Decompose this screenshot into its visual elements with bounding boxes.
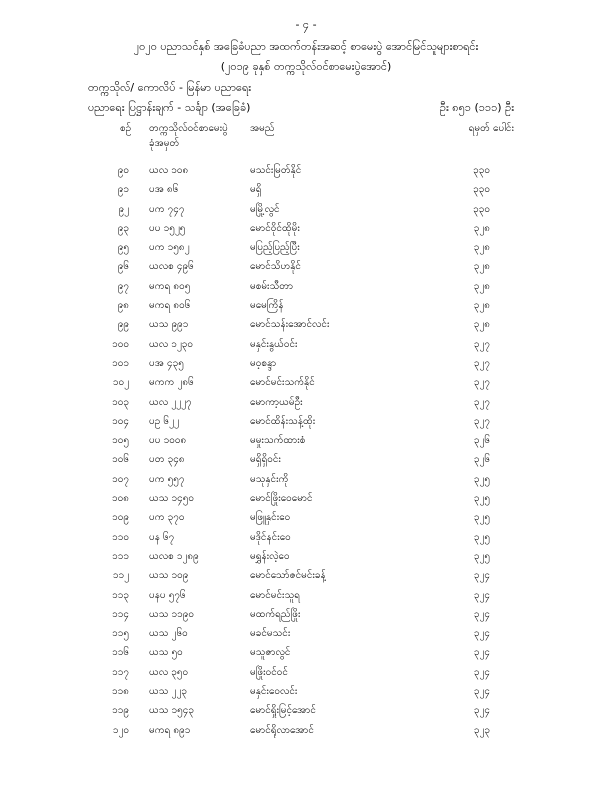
marks-value: ၃၂၈ bbox=[473, 242, 490, 254]
student-name: မမှုးသက်ထားစံ bbox=[250, 435, 306, 447]
marks-value: ၃၂၄ bbox=[473, 686, 490, 698]
marks-value: ၃၃၀ bbox=[473, 184, 490, 196]
student-name: မောင်ဝိုင်ထိုမိုး bbox=[250, 222, 300, 234]
total-count: ဦး ၈၅၁ (၁၁၁) ဦး bbox=[439, 101, 514, 114]
table-row bbox=[0, 585, 612, 604]
row-number: ၉၃ bbox=[117, 222, 129, 234]
marks-value: ၃၂၄ bbox=[473, 570, 490, 582]
table-row bbox=[0, 199, 612, 218]
table-row bbox=[0, 720, 612, 739]
marks-value: ၃၂၈ bbox=[473, 300, 490, 312]
marks-value: ၃၂၅ bbox=[473, 473, 490, 485]
row-number: ၁၁၈ bbox=[112, 686, 129, 698]
student-name: မဖြိုးဝင်ဝင် bbox=[250, 666, 288, 678]
marks-value: ၃၃၀ bbox=[473, 165, 490, 176]
marks-value: ၃၂၄ bbox=[473, 647, 490, 659]
student-name: မခင်မသင်း bbox=[250, 628, 291, 640]
seat-number: မကရ ၈၉၁ bbox=[149, 724, 191, 736]
seat-number: ယသ ၁၁၉၀ bbox=[149, 608, 195, 620]
seat-number: မကရ ၈၀၆ bbox=[149, 300, 191, 312]
seat-number: မကရ ၈၀၅ bbox=[149, 280, 191, 292]
row-number: ၉၂ bbox=[118, 203, 129, 215]
row-number: ၁၀၁ bbox=[112, 357, 129, 369]
row-number: ၉၆ bbox=[117, 261, 129, 273]
seat-number: ယသ ၉၉၁ bbox=[149, 319, 189, 331]
seat-number: ယသ ၁၅၄၃ bbox=[149, 705, 195, 717]
marks-value: ၃၂၈ bbox=[473, 222, 490, 234]
marks-value: ၃၃၀ bbox=[473, 203, 490, 215]
marks-value: ၃၂၇ bbox=[473, 338, 490, 350]
student-name: မောင်မင်းသက်နိုင် bbox=[250, 377, 315, 389]
student-name: မရွှန်းလဲ့ဝေ bbox=[250, 550, 290, 562]
student-name: မောင်ထိန်းသန့်ထိုး bbox=[250, 415, 316, 427]
seat-number: ယလ ၂၂၂၇ bbox=[149, 396, 192, 408]
table-row bbox=[0, 179, 612, 198]
row-number: ၁၀၄ bbox=[112, 415, 129, 427]
student-name: မစမ်းသီတာ bbox=[250, 280, 294, 292]
row-number: ၁၀၀ bbox=[112, 338, 129, 350]
seat-number: ပအ ၄၃၅ bbox=[149, 357, 184, 369]
seat-number: ပက ၁၅၈၂ bbox=[149, 242, 190, 254]
student-name: မသင်းမြတ်နိုင် bbox=[250, 165, 302, 176]
student-name: မောင်သိဟနိုင် bbox=[250, 261, 301, 273]
row-number: ၁၁၀ bbox=[112, 531, 129, 543]
marks-value: ၃၂၆ bbox=[473, 454, 490, 466]
student-name: မောင်ရိုလာအောင် bbox=[250, 724, 314, 736]
row-number: ၁၀၂ bbox=[112, 377, 129, 389]
student-name: မမေကြိန် bbox=[250, 300, 284, 312]
student-name: မနှင်းနွယ်ဝင်း bbox=[250, 338, 298, 350]
table-row bbox=[0, 449, 612, 468]
row-number: ၁၁၂ bbox=[112, 570, 129, 582]
document-subtitle: (၂၀၁၉ ခုနှစ် တက္ကသိုလ်ဝင်စာမေးပွဲအောင်) bbox=[220, 60, 392, 73]
student-name: မထက်ရည်ဖြိုး bbox=[250, 608, 301, 620]
student-name: မဝ့စန္ဒာ bbox=[250, 357, 277, 369]
table-row bbox=[0, 411, 612, 430]
table-row bbox=[0, 237, 612, 256]
marks-value: ၃၂၇ bbox=[473, 396, 490, 408]
student-name: မဒိုင်နင်းဝေ bbox=[250, 531, 291, 543]
marks-value: ၃၂၄ bbox=[473, 628, 490, 640]
column-header-name: အမည် bbox=[250, 123, 275, 134]
student-name: မသုနှင်းကို bbox=[250, 473, 289, 485]
seat-number: ပက ၇၄၇ bbox=[149, 203, 185, 215]
seat-number: ယသ ၂၆၀ bbox=[149, 628, 188, 640]
student-name: မောင်ရှိုးမြင့်အောင် bbox=[250, 705, 316, 717]
seat-number: ယသ ၅၀ bbox=[149, 647, 183, 659]
row-number: ၁၀၈ bbox=[112, 493, 129, 505]
marks-value: ၃၂၇ bbox=[473, 377, 490, 389]
row-number: ၁၀၃ bbox=[112, 396, 129, 408]
table-row bbox=[0, 295, 612, 314]
marks-value: ၃၂၅ bbox=[473, 512, 490, 524]
seat-number: ယသ ၁၄၅၀ bbox=[149, 493, 195, 505]
student-name: မဖြူနှင်းဝေ bbox=[250, 512, 291, 524]
seat-number: ယလ ၁၀၈ bbox=[149, 165, 189, 176]
student-name: မောကာ့ယမ်ဦး bbox=[250, 396, 303, 408]
seat-number: ပနပ ၅၇၆ bbox=[149, 589, 186, 601]
table-row bbox=[0, 488, 612, 507]
marks-value: ၃၂၃ bbox=[473, 724, 490, 736]
student-name: မနှင်းဝေလင်း bbox=[250, 686, 298, 698]
row-number: ၁၀၉ bbox=[112, 512, 129, 524]
seat-number: ပအ ၈၆ bbox=[149, 184, 179, 196]
document-title: ၂၀၂၀ ပညာသင်နှစ် အခြေခံပညာ အထက်တန်းအဆင့် စာမေးပွဲ အောင်မြင်သူများစာရင်း bbox=[133, 40, 479, 53]
table-row bbox=[0, 372, 612, 391]
results-table bbox=[0, 160, 612, 739]
table-row bbox=[0, 681, 612, 700]
row-number: ၉၀ bbox=[117, 165, 129, 176]
table-row bbox=[0, 507, 612, 526]
seat-number: ပတ ၃၄၈ bbox=[149, 454, 185, 466]
subject-line: ပညာရေး ပြဋ္ဌာန်းချက် - သင်္ချာ (အခြေခံ) bbox=[88, 101, 251, 114]
table-row bbox=[0, 430, 612, 449]
student-name: မရှိရှိဝင်း bbox=[250, 454, 281, 466]
table-row bbox=[0, 218, 612, 237]
student-name: မောင်မင်းသူရ bbox=[250, 589, 301, 601]
table-row bbox=[0, 565, 612, 584]
table-row bbox=[0, 604, 612, 623]
row-number: ၁၁၁ bbox=[112, 550, 129, 562]
row-number: ၁၁၇ bbox=[112, 666, 129, 678]
row-number: ၁၀၅ bbox=[112, 435, 129, 447]
table-row bbox=[0, 353, 612, 372]
row-number: ၁၁၉ bbox=[112, 705, 129, 717]
student-name: မမြို့လွင် bbox=[250, 203, 280, 215]
row-number: ၁၁၅ bbox=[112, 628, 129, 640]
page-number: - ၄ - bbox=[295, 18, 317, 31]
row-number: ၁၁၆ bbox=[112, 647, 129, 659]
marks-value: ၃၂၄ bbox=[473, 705, 490, 717]
marks-value: ၃၂၆ bbox=[473, 435, 490, 447]
seat-number: ယသ ၁၀၉ bbox=[149, 570, 189, 582]
seat-number: ပက ၃၇၀ bbox=[149, 512, 185, 524]
marks-value: ၃၂၇ bbox=[473, 357, 490, 369]
student-name: မရှိ bbox=[250, 184, 262, 196]
marks-value: ၃၂၇ bbox=[473, 415, 490, 427]
marks-value: ၃၂၈ bbox=[473, 261, 490, 273]
marks-value: ၃၂၄ bbox=[473, 589, 490, 601]
table-row bbox=[0, 256, 612, 275]
marks-value: ၃၂၅ bbox=[473, 493, 490, 505]
seat-number: ယလ ၁၂၃၀ bbox=[149, 338, 194, 350]
row-number: ၉၅ bbox=[117, 242, 129, 254]
row-number: ၉၉ bbox=[117, 319, 129, 331]
table-row bbox=[0, 546, 612, 565]
table-row bbox=[0, 334, 612, 353]
table-row bbox=[0, 276, 612, 295]
marks-value: ၃၂၅ bbox=[473, 550, 490, 562]
table-row bbox=[0, 662, 612, 681]
seat-number: ယသ ၂၂၃ bbox=[149, 686, 188, 698]
table-row bbox=[0, 469, 612, 488]
table-row bbox=[0, 642, 612, 661]
table-row bbox=[0, 314, 612, 333]
student-name: မပြည့်ပြည့်ပြီး bbox=[250, 242, 300, 254]
row-number: ၁၁၄ bbox=[112, 608, 129, 620]
table-row bbox=[0, 623, 612, 642]
marks-value: ၃၂၈ bbox=[473, 319, 490, 331]
marks-value: ၃၂၄ bbox=[473, 666, 490, 678]
seat-number: ပပ ၁၀၀၈ bbox=[149, 435, 187, 447]
row-number: ၁၀၆ bbox=[112, 454, 129, 466]
seat-number: ယလ ၃၅၀ bbox=[149, 666, 189, 678]
student-name: မောင်သော်ဇင်မင်းခန့် bbox=[250, 570, 326, 582]
row-number: ၉၁ bbox=[117, 184, 129, 196]
table-row bbox=[0, 160, 612, 179]
row-number: ၁၀၇ bbox=[112, 473, 129, 485]
seat-number: ယလစ ၁၂၈၉ bbox=[149, 550, 199, 562]
seat-number: ပက ၅၅၇ bbox=[149, 473, 185, 485]
table-row bbox=[0, 527, 612, 546]
seat-number: မကက ၂၈၆ bbox=[149, 377, 194, 389]
table-row bbox=[0, 392, 612, 411]
row-number: ၉၈ bbox=[117, 300, 129, 312]
seat-number: ပပ ၁၅၂၅ bbox=[149, 222, 186, 234]
student-name: မသူဇာလွင် bbox=[250, 647, 291, 659]
column-header-marks: ရမှတ် ပေါင်း bbox=[468, 123, 514, 134]
marks-value: ၃၂၅ bbox=[473, 531, 490, 543]
marks-value: ၃၂၄ bbox=[473, 608, 490, 620]
student-name: မောင်ဖြိုးဝေမောင် bbox=[250, 493, 313, 505]
row-number: ၁၁၃ bbox=[112, 589, 129, 601]
row-number: ၁၂၀ bbox=[112, 724, 129, 736]
column-header-seat: တက္ကသိုလ်ဝင်စာမေးပွဲ bbox=[149, 123, 228, 134]
column-header-no: စဉ် bbox=[120, 123, 132, 134]
student-name: မောင်သန်းအောင်လင်း bbox=[250, 319, 330, 331]
row-number: ၉၇ bbox=[117, 280, 129, 292]
seat-number: ယလစ ၄၉၆ bbox=[149, 261, 194, 273]
table-row bbox=[0, 700, 612, 719]
seat-number: ပဥ ၆၂၂ bbox=[149, 415, 179, 427]
column-header-seat-sub: ခုံအမှတ် bbox=[149, 138, 180, 149]
university-line: တက္ကသိုလ်/ ကောလိပ် - မြန်မာ ပညာရေး bbox=[88, 81, 252, 94]
seat-number: ပန ၆၇ bbox=[149, 531, 175, 543]
marks-value: ၃၂၈ bbox=[473, 280, 490, 292]
